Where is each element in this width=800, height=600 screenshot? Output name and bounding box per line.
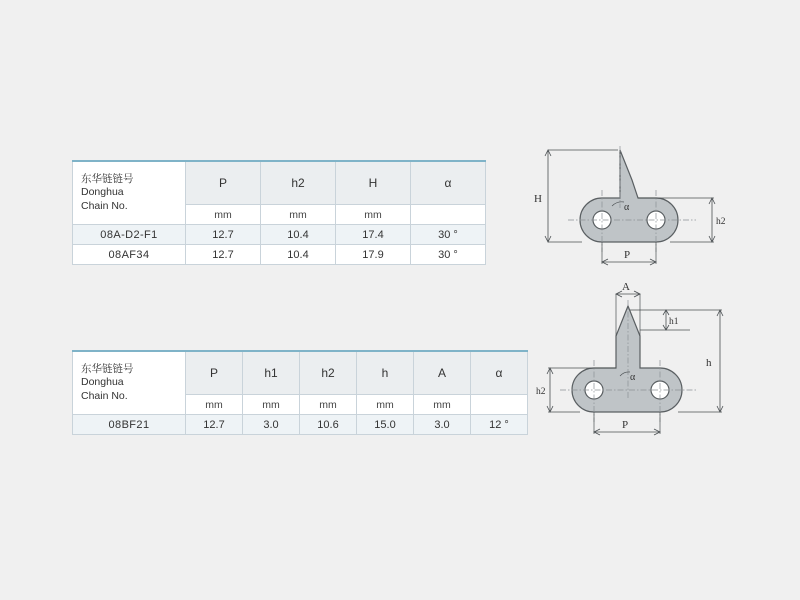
cell-h1: 3.0: [243, 415, 300, 435]
spec-table-1: [72, 160, 486, 265]
chain-no-header: [73, 161, 186, 225]
cell-p: 12.7: [186, 245, 261, 265]
cell-alpha: 30 °: [411, 245, 486, 265]
unit-p: mm: [186, 395, 243, 415]
dimension-label-H: H: [534, 193, 542, 205]
unit-p: mm: [186, 205, 261, 225]
table-header-row: [73, 161, 486, 205]
table-row: [73, 415, 528, 435]
chain-no-header: [73, 351, 186, 415]
cell-chain-no: 08AF34: [73, 245, 186, 265]
column-header-alpha: α: [411, 161, 486, 205]
unit-h: mm: [357, 395, 414, 415]
column-header-h1: h1: [243, 351, 300, 395]
unit-a: mm: [414, 395, 471, 415]
cell-h: 15.0: [357, 415, 414, 435]
link-plate-shape: [580, 150, 678, 242]
unit-h: mm: [336, 205, 411, 225]
angle-label-alpha: α: [624, 202, 630, 213]
chain-no-header-en1: Donghua: [81, 376, 124, 389]
column-header-h: H: [336, 161, 411, 205]
column-header-h2: h2: [300, 351, 357, 395]
unit-alpha: [471, 395, 528, 415]
dimension-label-h2: h2: [716, 217, 726, 227]
dimension-label-h2: h2: [536, 387, 546, 397]
cell-p: 12.7: [186, 225, 261, 245]
table-row: [73, 245, 486, 265]
cell-p: 12.7: [186, 415, 243, 435]
dimension-P: [602, 242, 656, 265]
cell-h: 17.9: [336, 245, 411, 265]
cell-chain-no: 08BF21: [73, 415, 186, 435]
cell-a: 3.0: [414, 415, 471, 435]
column-header-p: P: [186, 161, 261, 205]
cell-alpha: 12 °: [471, 415, 528, 435]
unit-h1: mm: [243, 395, 300, 415]
column-header-p: P: [186, 351, 243, 395]
chain-no-header-en2: Chain No.: [81, 389, 128, 402]
chain-no-header-cn: 东华链链号: [81, 173, 134, 186]
cell-h2: 10.6: [300, 415, 357, 435]
table-header-row: [73, 351, 528, 395]
cell-h: 17.4: [336, 225, 411, 245]
unit-h2: mm: [261, 205, 336, 225]
dimension-h1: [630, 310, 690, 330]
dimension-label-A: A: [622, 281, 630, 293]
dimension-label-P: P: [622, 419, 629, 431]
dimension-label-P: P: [624, 249, 631, 261]
column-header-alpha: α: [471, 351, 528, 395]
spec-table-2: [72, 350, 528, 435]
cell-h2: 10.4: [261, 245, 336, 265]
unit-h2: mm: [300, 395, 357, 415]
dimension-label-h1: h1: [669, 317, 679, 327]
angle-label-alpha: α: [630, 372, 636, 383]
chain-no-header-en1: Donghua: [81, 186, 124, 199]
dimension-label-h: h: [706, 357, 712, 369]
cell-chain-no: 08A-D2-F1: [73, 225, 186, 245]
column-header-a: A: [414, 351, 471, 395]
cell-h2: 10.4: [261, 225, 336, 245]
dimension-h: [678, 310, 723, 412]
column-header-h2: h2: [261, 161, 336, 205]
column-header-h: h: [357, 351, 414, 395]
table-row: [73, 225, 486, 245]
dimension-P: [594, 412, 660, 435]
chain-no-header-en2: Chain No.: [81, 199, 128, 212]
unit-alpha: [411, 205, 486, 225]
chain-attachment-diagram-1: [520, 130, 770, 275]
chain-attachment-diagram-2: [520, 280, 770, 455]
chain-no-header-cn: 东华链链号: [81, 363, 134, 376]
cell-alpha: 30 °: [411, 225, 486, 245]
